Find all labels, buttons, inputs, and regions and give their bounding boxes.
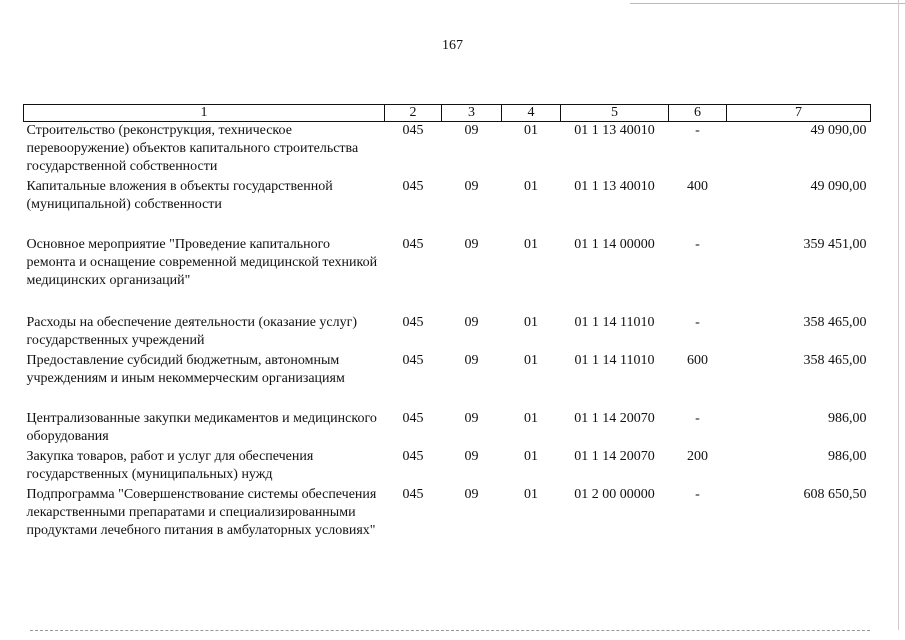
row-subsection: 01 bbox=[524, 448, 538, 464]
scan-edge-right bbox=[898, 0, 899, 630]
row-amount: 608 650,50 bbox=[803, 486, 867, 502]
column-header-subsection: 4 bbox=[502, 105, 561, 122]
row-ministry: 045 bbox=[402, 314, 424, 330]
row-subsection: 01 bbox=[524, 123, 538, 138]
column-header-type: 6 bbox=[669, 105, 727, 122]
row-amount: 986,00 bbox=[828, 410, 867, 426]
row-amount: 358 465,00 bbox=[803, 314, 867, 330]
row-type: 600 bbox=[687, 352, 708, 368]
row-section: 09 bbox=[464, 352, 479, 368]
row-name: Закупка товаров, работ и услуг для обеспечения государственных (муниципальных) нужд bbox=[26, 448, 314, 482]
row-ministry: 045 bbox=[402, 448, 424, 464]
row-target: 01 1 14 11010 bbox=[574, 352, 655, 368]
row-amount: 49 090,00 bbox=[810, 123, 867, 138]
row-ministry: 045 bbox=[402, 178, 424, 194]
row-ministry: 045 bbox=[402, 352, 424, 368]
row-subsection: 01 bbox=[524, 410, 538, 426]
column-header-amount: 7 bbox=[727, 105, 871, 122]
row-section: 09 bbox=[464, 314, 479, 330]
budget-table bbox=[23, 104, 871, 562]
table-row bbox=[24, 486, 871, 562]
row-name: Расходы на обеспечение деятельности (оказание услуг) государственных учреждений bbox=[26, 314, 358, 348]
row-section: 09 bbox=[464, 236, 479, 252]
row-section: 09 bbox=[464, 410, 479, 426]
table-row bbox=[24, 448, 871, 486]
row-ministry: 045 bbox=[402, 486, 424, 502]
row-name: Централизованные закупки медикаментов и медицинского оборудования bbox=[26, 410, 377, 444]
row-subsection: 01 bbox=[524, 314, 538, 330]
column-header-target: 5 bbox=[561, 105, 669, 122]
row-amount: 358 465,00 bbox=[803, 352, 867, 368]
table-header-row bbox=[24, 105, 871, 122]
row-target: 01 2 00 00000 bbox=[574, 486, 655, 502]
column-header-ministry: 2 bbox=[385, 105, 442, 122]
row-amount: 359 451,00 bbox=[803, 236, 867, 252]
column-header-name: 1 bbox=[24, 105, 385, 122]
row-target: 01 1 14 11010 bbox=[574, 314, 655, 330]
row-subsection: 01 bbox=[524, 236, 538, 252]
table-row bbox=[24, 314, 871, 352]
row-section: 09 bbox=[464, 448, 479, 464]
row-section: 09 bbox=[464, 486, 479, 502]
row-type: 200 bbox=[687, 448, 708, 464]
row-section: 09 bbox=[464, 123, 479, 138]
row-ministry: 045 bbox=[402, 410, 424, 426]
row-target: 01 1 14 20070 bbox=[574, 410, 655, 426]
column-header-section: 3 bbox=[442, 105, 502, 122]
row-target: 01 1 14 20070 bbox=[574, 448, 655, 464]
table-row bbox=[24, 122, 871, 178]
table-row bbox=[24, 178, 871, 236]
row-name: Подпрограмма "Совершенствование системы обеспечения лекарственными препаратами и специализированными продуктами лечебного питания в амбулаторных условиях" bbox=[26, 486, 377, 538]
table-row bbox=[24, 236, 871, 314]
row-name: Основное мероприятие "Проведение капитального ремонта и оснащение современной медицинской техникой медицинских организаций" bbox=[26, 236, 378, 288]
row-subsection: 01 bbox=[524, 486, 538, 502]
table-row bbox=[24, 410, 871, 448]
row-subsection: 01 bbox=[524, 178, 538, 194]
row-amount: 49 090,00 bbox=[810, 178, 867, 194]
row-target: 01 1 14 00000 bbox=[574, 236, 655, 252]
row-type: 400 bbox=[687, 178, 708, 194]
row-ministry: 045 bbox=[402, 236, 424, 252]
row-name: Капитальные вложения в объекты государственной (муниципальной) собственности bbox=[26, 178, 333, 212]
row-ministry: 045 bbox=[402, 123, 424, 138]
page-number: 167 bbox=[442, 38, 463, 53]
row-type: - bbox=[695, 314, 700, 330]
row-target: 01 1 13 40010 bbox=[574, 123, 655, 138]
row-target: 01 1 13 40010 bbox=[574, 178, 655, 194]
row-amount: 986,00 bbox=[828, 448, 867, 464]
row-type: - bbox=[695, 236, 700, 252]
row-section: 09 bbox=[464, 178, 479, 194]
row-subsection: 01 bbox=[524, 352, 538, 368]
row-name: Строительство (реконструкция, техническое перевооружение) объектов капитального строительства государственной собственности bbox=[26, 123, 359, 174]
row-type: - bbox=[695, 410, 700, 426]
scan-edge-top bbox=[630, 3, 905, 4]
row-name: Предоставление субсидий бюджетным, автономным учреждениям и иным некоммерческим организациям bbox=[26, 352, 345, 386]
row-type: - bbox=[695, 486, 700, 502]
table-row bbox=[24, 352, 871, 410]
row-type: - bbox=[695, 123, 700, 138]
scan-edge-bottom bbox=[30, 630, 870, 631]
